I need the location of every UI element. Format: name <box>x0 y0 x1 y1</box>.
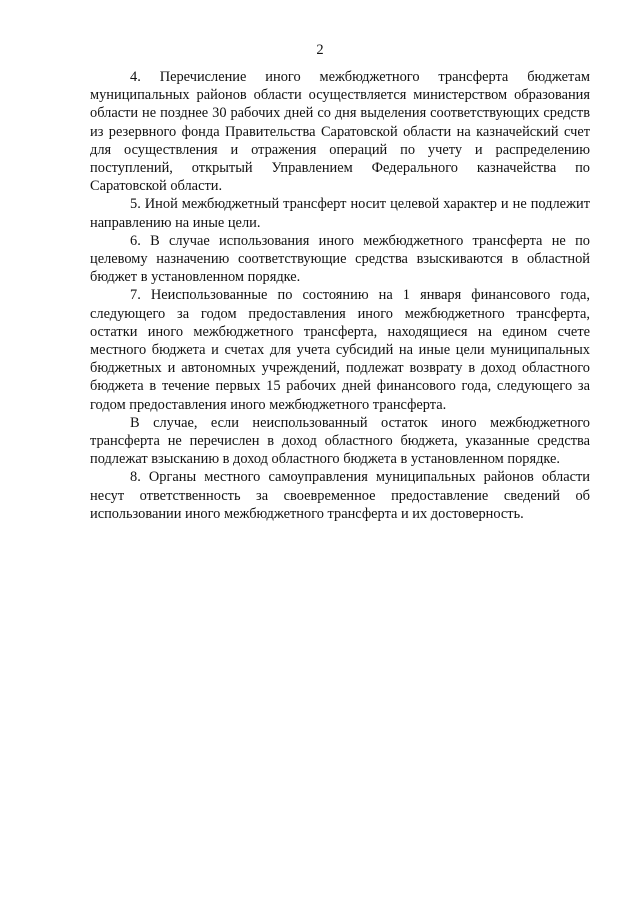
page-number: 2 <box>316 42 324 58</box>
document-body <box>90 68 590 523</box>
paragraph-7-continuation: В случае, если неиспользованный остаток иного межбюджетного трансферта не перечислен в доход областного бюджета, указанные средства подлежат взысканию в доход областного бюджета в установленном порядке. <box>90 414 590 468</box>
paragraph-4: 4. Перечисление иного межбюджетного трансферта бюджетам муниципальных районов области осуществляется министерством образования области не позднее 30 рабочих дней со дня выделения соответствующих средств из резервного фонда Правительства Саратовской области на казначейский счет для осуществления и отражения операций по учету и распределению поступлений, открытый Управлением Федерального казначейства по Саратовской области. <box>90 69 590 195</box>
paragraph-6: 6. В случае использования иного межбюджетного трансферта не по целевому назначению соответствующие средства взыскиваются в областной бюджет в установленном порядке. <box>90 232 590 286</box>
paragraph-7: 7. Неиспользованные по состоянию на 1 января финансового года, следующего за годом предоставления иного межбюджетного трансферта, остатки иного межбюджетного трансферта, находящиеся на едином счете местного бюджета и счетах для учета субсидий на иные цели муниципальных бюджетных и автономных учреждений, подлежат возврату в доход областного бюджета в течение первых 15 рабочих дней финансового года, следующего за годом предоставления иного межбюджетного трансферта. <box>90 287 590 413</box>
paragraph-5: 5. Иной межбюджетный трансферт носит целевой характер и не подлежит направлению на иные цели. <box>90 196 590 231</box>
paragraph-8: 8. Органы местного самоуправления муниципальных районов области несут ответственность за своевременное предоставление сведений об использовании иного межбюджетного трансферта и их достоверность. <box>90 469 590 522</box>
